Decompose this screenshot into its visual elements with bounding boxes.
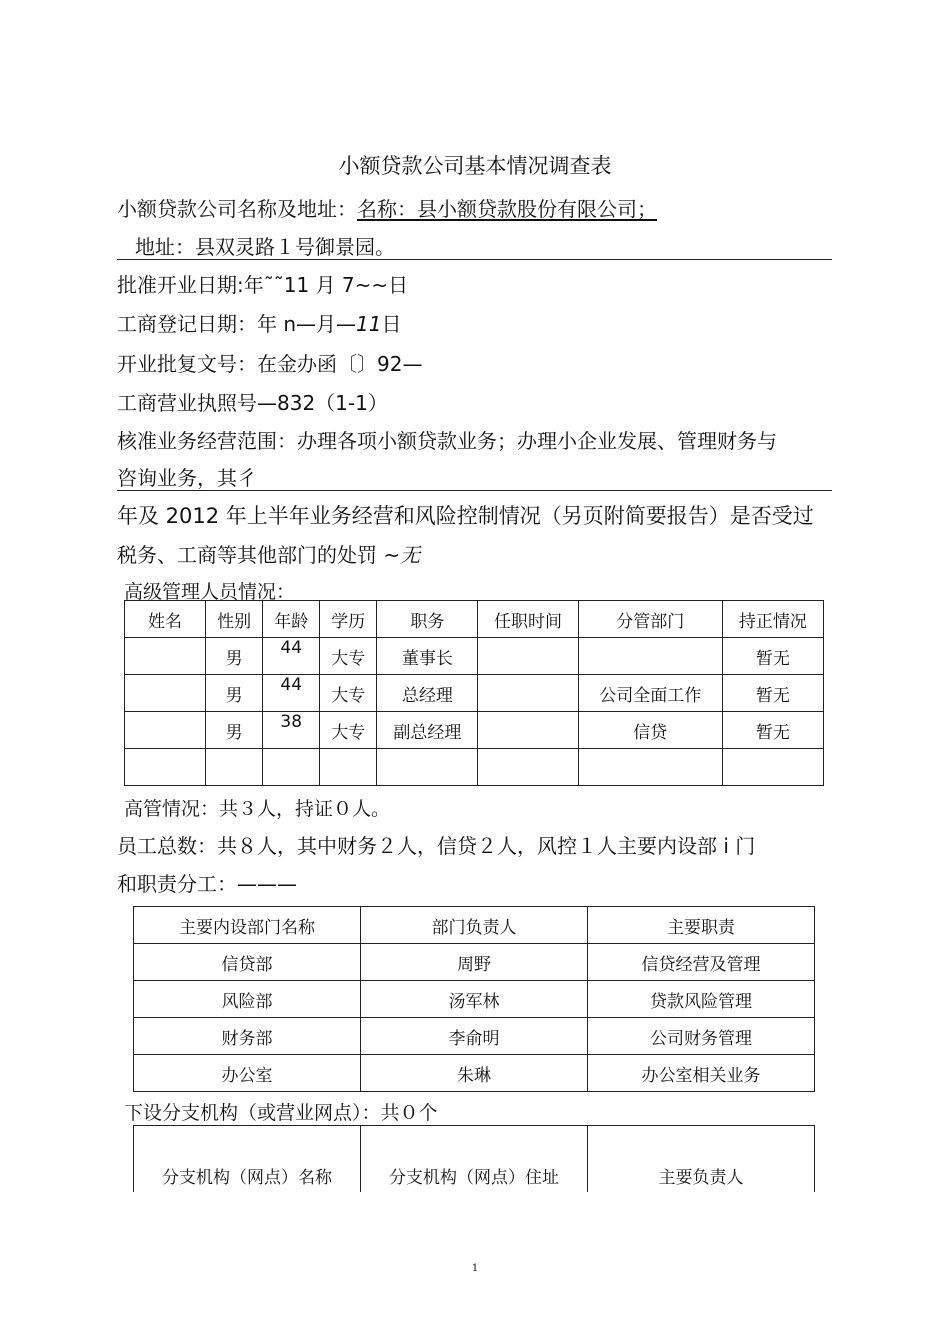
table-cell: 公司财务管理 xyxy=(588,1018,815,1055)
table-cell xyxy=(478,638,578,675)
table-cell: 李俞明 xyxy=(361,1018,588,1055)
table-cell: 44 xyxy=(263,675,320,712)
management-table xyxy=(124,600,824,786)
report-line-1: 年及 2012 年上半年业务经营和风险控制情况（另页附简要报告）是否受过 xyxy=(117,504,814,528)
table-cell: 男 xyxy=(206,712,263,749)
table-cell xyxy=(125,712,206,749)
table-cell: 信贷部 xyxy=(134,944,361,981)
header-branch-address: 分支机构（网点）住址 xyxy=(361,1126,588,1193)
table-cell: 大专 xyxy=(320,675,377,712)
table-cell: 办公室 xyxy=(134,1055,361,1092)
registration-date-prefix: 工商登记日期：年 n—月— xyxy=(117,312,357,336)
table-cell xyxy=(125,675,206,712)
table-cell: 暂无 xyxy=(722,712,823,749)
table-row xyxy=(134,944,815,981)
header-name: 姓名 xyxy=(125,601,206,638)
header-certificate: 持正情况 xyxy=(722,601,823,638)
header-age: 年龄 xyxy=(263,601,320,638)
business-scope-line-2: 咨询业务，其彳 xyxy=(117,466,257,490)
table-cell: 朱琳 xyxy=(361,1055,588,1092)
report-question: 税务、工商等其他部门的处罚 ~ xyxy=(117,543,401,567)
table-cell: 周野 xyxy=(361,944,588,981)
table-cell xyxy=(263,749,320,786)
registration-date-suffix: 日 xyxy=(381,312,402,336)
table-cell: 38 xyxy=(263,712,320,749)
header-position: 职务 xyxy=(377,601,478,638)
header-department: 分管部门 xyxy=(578,601,722,638)
table-cell xyxy=(722,749,823,786)
table-cell: 暂无 xyxy=(722,675,823,712)
header-branch-name: 分支机构（网点）名称 xyxy=(134,1126,361,1193)
table-cell xyxy=(478,712,578,749)
table-row xyxy=(125,675,824,712)
table-cell xyxy=(206,749,263,786)
header-tenure: 任职时间 xyxy=(478,601,578,638)
table-cell: 信贷经营及管理 xyxy=(588,944,815,981)
table-cell: 汤军林 xyxy=(361,981,588,1018)
department-table xyxy=(133,906,815,1092)
management-heading: 高级管理人员情况： xyxy=(124,581,296,603)
table-cell: 男 xyxy=(206,675,263,712)
table-cell: 办公室相关业务 xyxy=(588,1055,815,1092)
header-department-head: 部门负责人 xyxy=(361,907,588,944)
table-cell: 总经理 xyxy=(377,675,478,712)
table-cell: 副总经理 xyxy=(377,712,478,749)
table-header-row xyxy=(134,1126,815,1193)
table-cell: 大专 xyxy=(320,712,377,749)
table-cell xyxy=(125,749,206,786)
table-row xyxy=(125,638,824,675)
header-education: 学历 xyxy=(320,601,377,638)
approval-date: 批准开业日期:年˜˜11 月 7~~日 xyxy=(117,273,409,297)
branch-table xyxy=(133,1125,815,1192)
business-scope-line-1: 核准业务经营范围：办理各项小额贷款业务；办理小企业发展、管理财务与 xyxy=(117,429,777,453)
table-row xyxy=(134,1055,815,1092)
table-row xyxy=(134,1018,815,1055)
header-gender: 性别 xyxy=(206,601,263,638)
table-cell xyxy=(320,749,377,786)
table-cell: 大专 xyxy=(320,638,377,675)
table-cell: 公司全面工作 xyxy=(578,675,722,712)
table-cell: 董事长 xyxy=(377,638,478,675)
table-cell xyxy=(478,675,578,712)
table-row xyxy=(125,712,824,749)
company-name-label: 小额贷款公司名称及地址： xyxy=(117,197,357,221)
table-header-row xyxy=(134,907,815,944)
registration-date xyxy=(117,308,402,337)
page-number: 1 xyxy=(471,1263,479,1274)
table-cell: 财务部 xyxy=(134,1018,361,1055)
staff-line-2: 和职责分工：——— xyxy=(117,872,297,896)
table-cell: 风险部 xyxy=(134,981,361,1018)
divider xyxy=(117,490,832,491)
table-cell xyxy=(125,638,206,675)
table-row xyxy=(125,749,824,786)
table-cell: 男 xyxy=(206,638,263,675)
registration-date-day: 11 xyxy=(356,312,382,336)
table-row xyxy=(134,981,815,1018)
table-cell xyxy=(478,749,578,786)
table-cell: 贷款风险管理 xyxy=(588,981,815,1018)
business-license-number: 工商营业执照号—832（1-1） xyxy=(117,391,388,415)
header-department-name: 主要内设部门名称 xyxy=(134,907,361,944)
table-cell: 44 xyxy=(263,638,320,675)
table-cell xyxy=(578,638,722,675)
table-header-row xyxy=(125,601,824,638)
staff-line-1: 员工总数：共８人，其中财务２人，信贷２人，风控１人主要内设部 i 门 xyxy=(117,834,756,858)
report-answer: 无 xyxy=(400,543,421,567)
branch-heading: 下设分支机构（或营业网点）：共０个 xyxy=(124,1102,438,1124)
approval-document-number: 开业批复文号：在金办函〔〕92— xyxy=(117,352,423,376)
report-line-2 xyxy=(117,539,420,568)
company-address: 地址：县双灵路１号御景园。 xyxy=(135,235,395,259)
table-cell: 信贷 xyxy=(578,712,722,749)
table-cell: 暂无 xyxy=(722,638,823,675)
header-branch-head: 主要负责人 xyxy=(588,1126,815,1193)
document-title: 小额贷款公司基本情况调查表 xyxy=(338,154,612,178)
header-main-duty: 主要职责 xyxy=(588,907,815,944)
divider xyxy=(117,259,832,260)
company-name-line xyxy=(117,193,657,222)
company-name-value: 名称：县小额贷款股份有限公司； xyxy=(357,197,657,221)
table-cell xyxy=(578,749,722,786)
management-summary: 高管情况：共３人，持证０人。 xyxy=(124,798,391,820)
table-cell xyxy=(377,749,478,786)
